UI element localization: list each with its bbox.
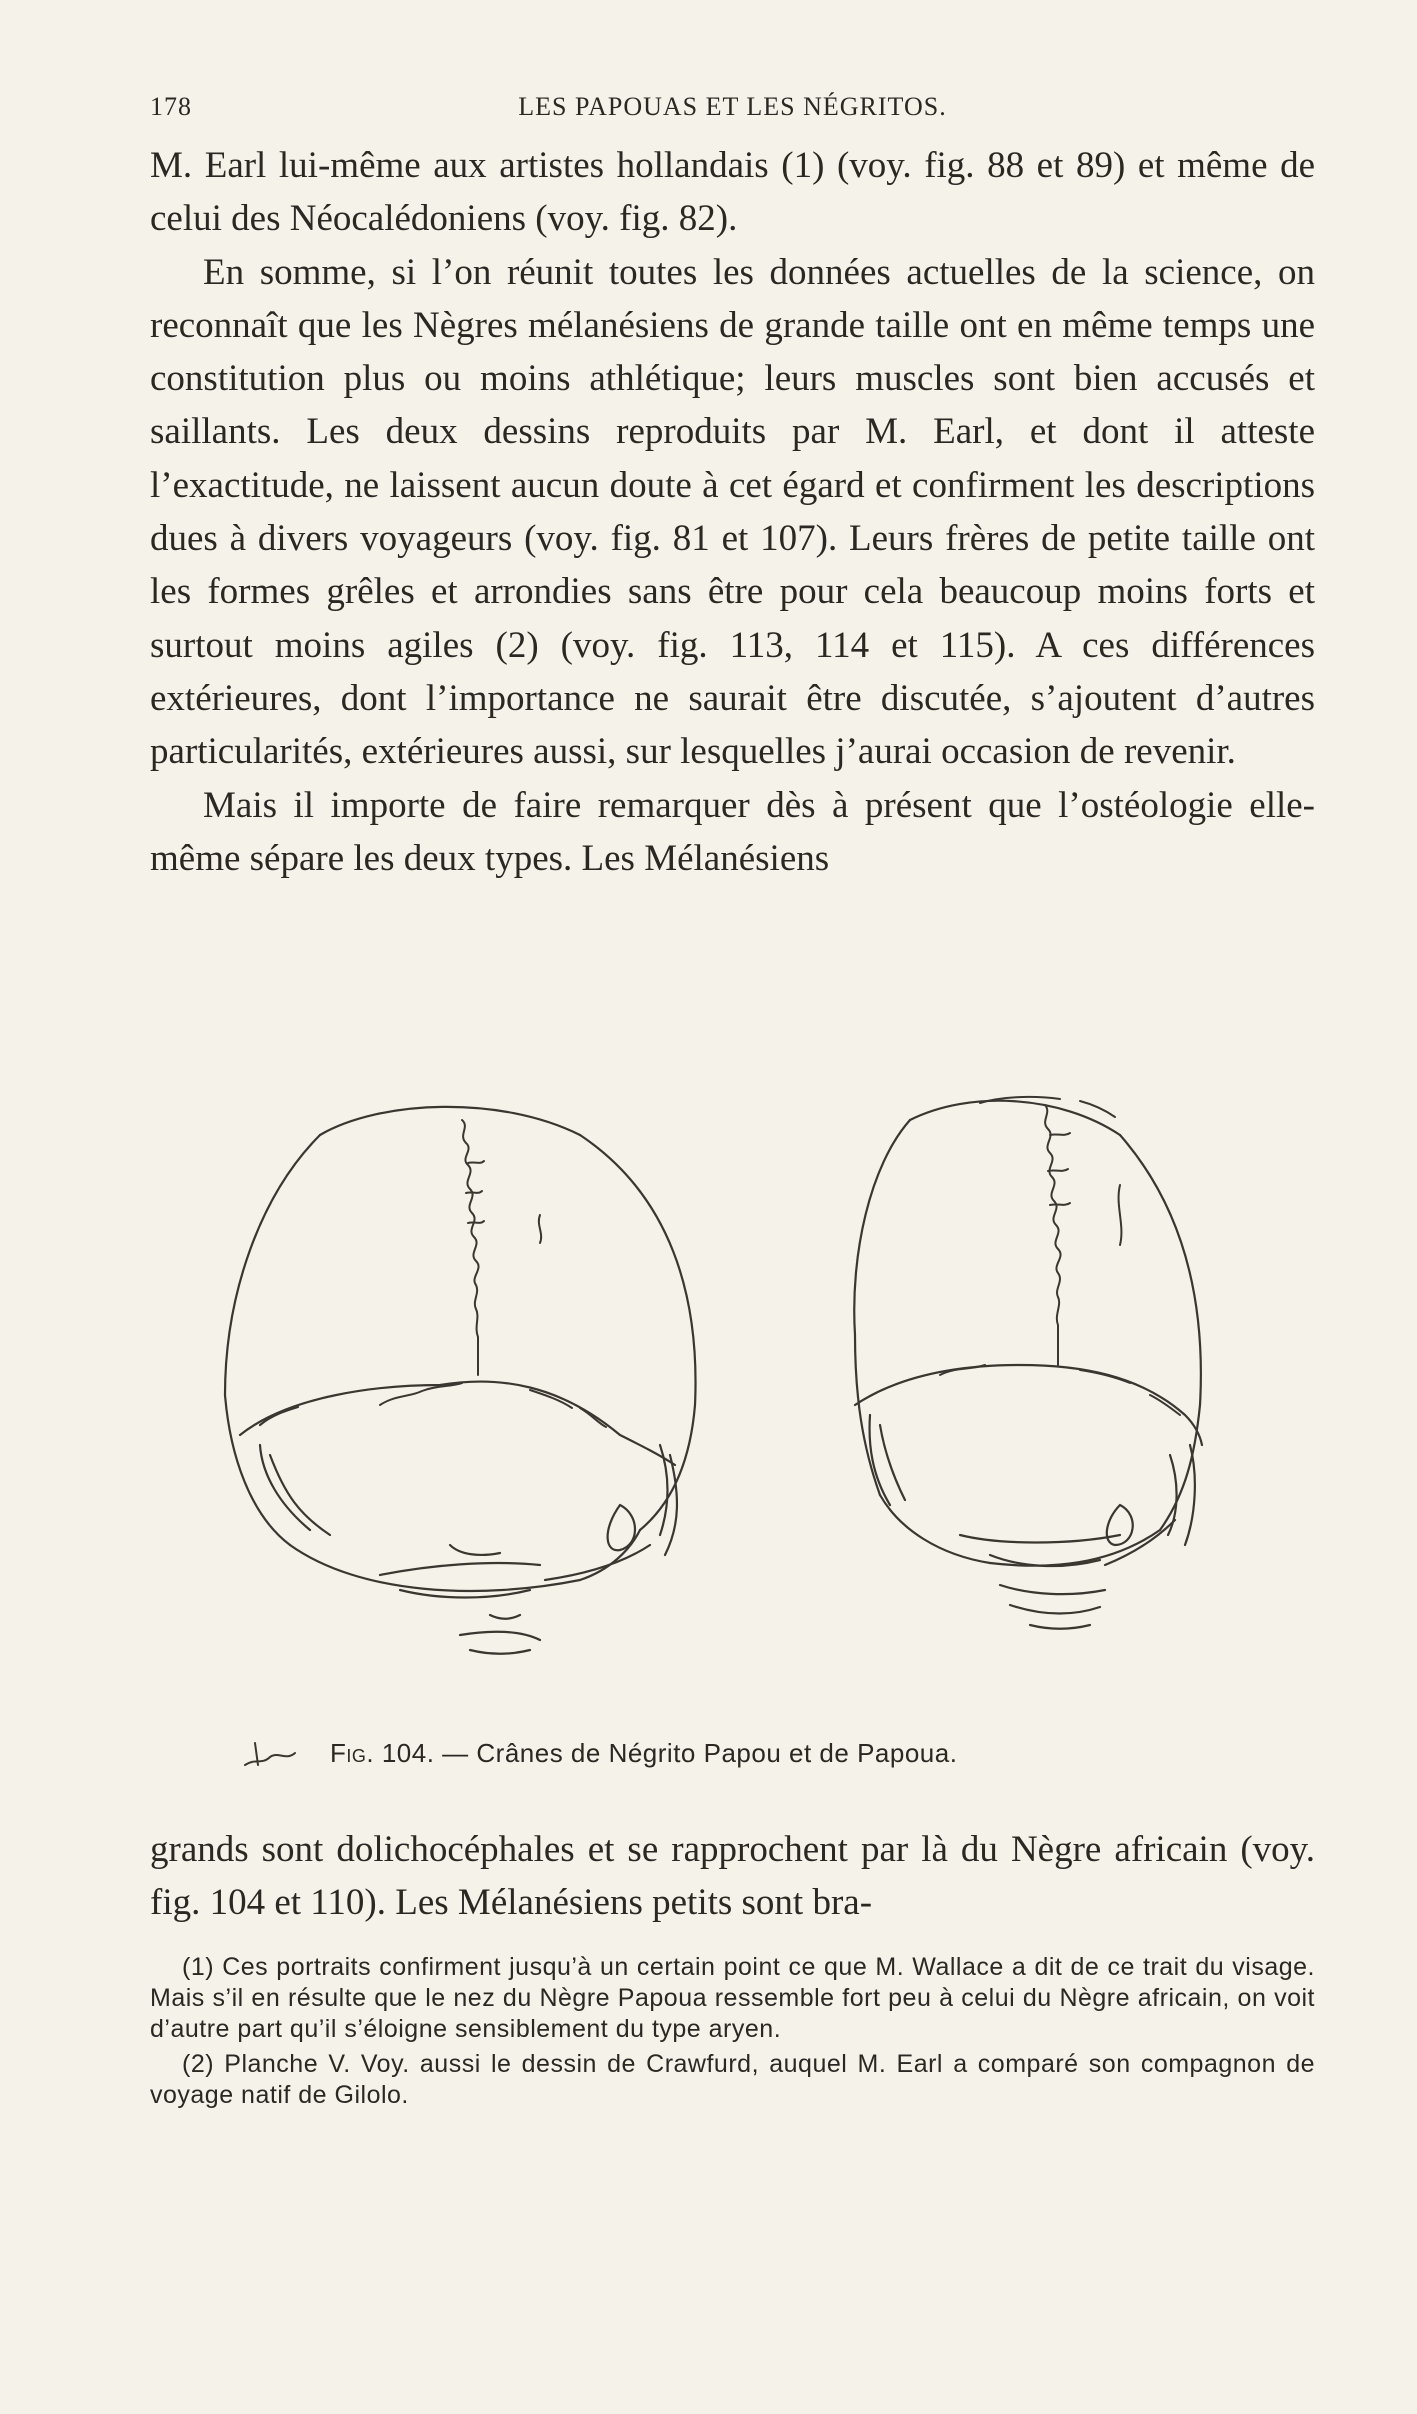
figure-caption	[330, 1738, 957, 1769]
running-title: LES PAPOUAS ET LES NÉGRITOS.	[518, 92, 947, 121]
figure-caption-separator: —	[434, 1738, 477, 1768]
body-text-after-figure	[150, 1823, 1315, 1930]
footnote-2: (2) Planche V. Voy. aussi le dessin de Crawfurd, auquel M. Earl a comparé son compagnon de voyage natif de Gilolo.	[150, 2050, 1315, 2109]
body-text-before-figure	[150, 139, 1315, 885]
figure-skull-drawings	[200, 1075, 1280, 1775]
paragraph-1: M. Earl lui-même aux artistes hollandais (1) (voy. fig. 88 et 89) et même de celui des Néocalédoniens (voy. fig. 82).	[150, 145, 1315, 240]
skulls-illustration	[200, 1075, 1280, 1775]
footnote-1: (1) Ces portraits confirment jusqu’à un certain point ce que M. Wallace a dit de ce trait du visage. Mais s’il en résulte que le nez du Nègre Papoua ressemble fort peu à celui du Nègre africain, on voit d’autre part qu’il s’éloigne sensiblement du type aryen.	[150, 1953, 1315, 2043]
figure-label: Fig. 104.	[330, 1738, 435, 1768]
paragraph-4: grands sont dolichocéphales et se rapprochent par là du Nègre africain (voy. fig. 104 et 110). Les Mélanésiens petits sont bra-	[150, 1829, 1315, 1924]
page-number: 178	[150, 92, 192, 121]
skull-negrito-papou-drawing	[225, 1107, 696, 1654]
paragraph-2: En somme, si l’on réunit toutes les données actuelles de la science, on reconnaît que les Nègres mélanésiens de grande taille ont en même temps une constitution plus ou moins athlétique; leurs muscles sont bien accusés et saillants. Les deux dessins reproduits par M. Earl, et dont il atteste l’exactitude, ne laissent aucun doute à cet égard et confirment les descriptions dues à divers voyageurs (voy. fig. 81 et 107). Leurs frères de petite taille ont les formes grêles et arrondies sans être pour cela beaucoup moins forts et surtout moins agiles (2) (voy. fig. 113, 114 et 115). A ces différences extérieures, dont l’importance ne saurait être discutée, s’ajoutent d’autres particularités, extérieures aussi, sur lesquelles j’aurai occasion de revenir.	[150, 251, 1315, 773]
footnotes	[150, 1952, 1315, 2115]
skull-papoua-drawing	[854, 1101, 1202, 1629]
page-header	[150, 92, 1315, 132]
skull-left-sutures	[230, 1120, 606, 1775]
figure-caption-text: Crânes de Négrito Papou et de Papoua.	[476, 1738, 958, 1768]
paragraph-3: Mais il importe de faire remarquer dès à présent que l’ostéologie elle-même sépare les deux types. Les Mélanésiens	[150, 784, 1315, 879]
